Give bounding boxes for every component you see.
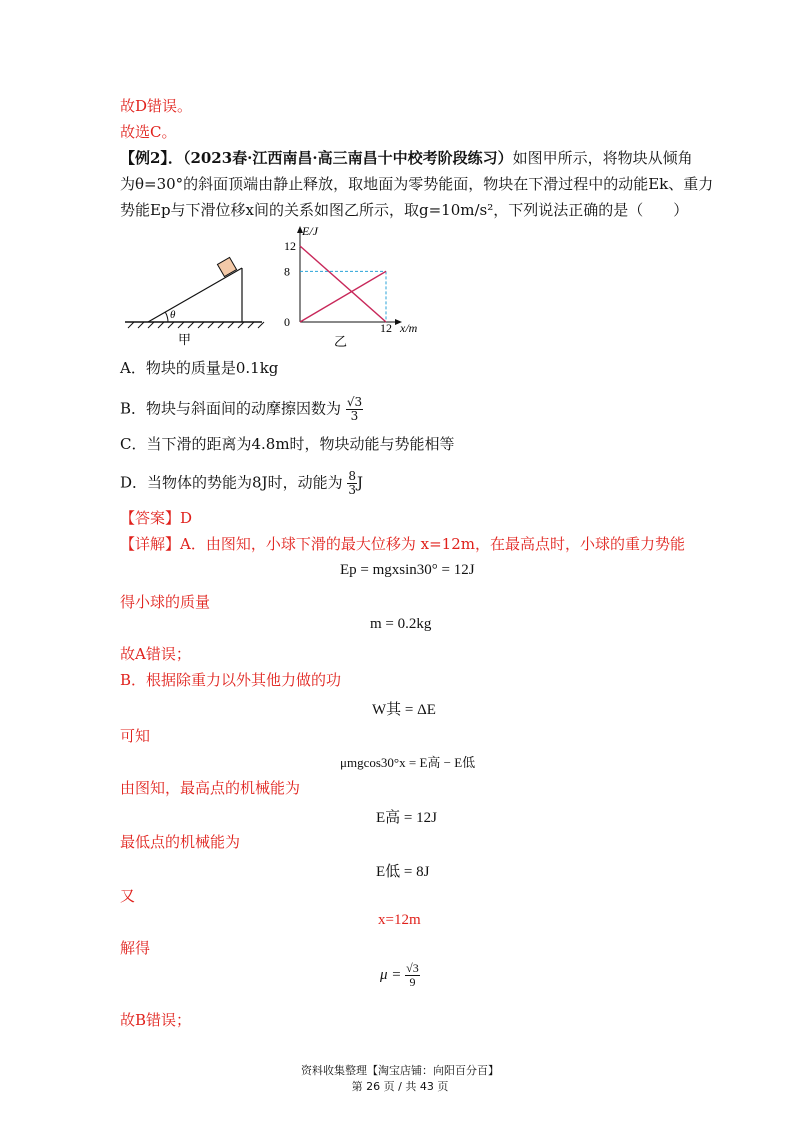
detail-b-wrong: 故B错误；	[120, 1011, 192, 1029]
detail-top-energy: 由图知，最高点的机械能为	[120, 779, 301, 797]
x-tick-12: 12	[380, 321, 392, 335]
incline-surface	[148, 268, 242, 322]
detail-keji: 可知	[120, 727, 151, 745]
fraction-den: 3	[348, 483, 357, 497]
detail-tag: 【详解】	[120, 535, 181, 553]
fraction-num: 8	[348, 469, 357, 483]
detail-bottom-energy: 最低点的机械能为	[120, 833, 241, 851]
question-text-1: 如图甲所示，将物块从倾角	[512, 149, 693, 167]
equation-mu	[380, 962, 420, 989]
detail-you: 又	[120, 887, 136, 905]
figure-energy-graph	[280, 222, 430, 350]
option-c: C．当下滑的距离为4.8m时，物块动能与势能相等	[120, 435, 455, 453]
mu-fraction	[405, 962, 420, 989]
equation-bottom-energy: E低 = 8J	[376, 864, 430, 880]
option-a: A．物块的质量是0.1kg	[120, 359, 279, 377]
block	[217, 257, 236, 276]
detail-line-1	[120, 534, 685, 554]
fraction-den: 3	[350, 409, 359, 423]
y-axis-label: E/J	[302, 224, 318, 238]
equation-friction: μmgcos30°x = E高 − E低	[340, 755, 476, 770]
fraction-num: √3	[346, 395, 363, 409]
equation-work: W其 = ΔE	[372, 702, 436, 718]
option-b-text: B．物块与斜面间的动摩擦因数为	[120, 399, 342, 418]
option-d	[120, 470, 363, 497]
option-b	[120, 396, 363, 423]
detail-jiede: 解得	[120, 939, 151, 957]
figure-yi-caption: 乙	[334, 334, 348, 349]
equation-potential: Ep = mgxsin30° = 12J	[340, 562, 475, 578]
question-tag: 【例2】．	[120, 149, 183, 167]
prev-answer-choice: 故选C。	[120, 123, 177, 141]
mu-lhs: μ =	[380, 966, 402, 983]
detail-mass-line: 得小球的质量	[120, 593, 211, 611]
fraction-den: 9	[409, 975, 416, 989]
detail-a-wrong: 故A错误；	[120, 645, 191, 663]
y-tick-8: 8	[284, 264, 290, 279]
prev-conclusion-d: 故D错误。	[120, 97, 193, 115]
option-d-text: D．当物体的势能为8J时，动能为	[120, 473, 343, 492]
footer-page-number: 第 26 页 / 共 43 页	[351, 1080, 449, 1093]
question-line-2: 为θ=30°的斜面顶端由静止释放，取地面为零势能面，物块在下滑过程中的动能Ek、重力	[120, 175, 714, 193]
angle-label: θ	[170, 309, 176, 321]
option-b-fraction	[346, 396, 363, 423]
detail-b-line: B．根据除重力以外其他力做的功	[120, 671, 342, 689]
equation-x: x=12m	[378, 912, 421, 928]
figure-incline	[120, 240, 270, 350]
equation-mass: m = 0.2kg	[370, 616, 432, 632]
option-d-fraction	[347, 470, 357, 497]
footer-source: 资料收集整理【淘宝店铺：向阳百分百】	[301, 1064, 499, 1077]
detail-text-a: A．由图知，小球下滑的最大位移为 x=12m，在最高点时，小球的重力势能	[180, 535, 685, 553]
question-line-1	[120, 148, 693, 168]
answer-label: 【答案】D	[120, 509, 193, 527]
option-d-unit: J	[357, 473, 364, 492]
x-axis-label: x/m	[400, 321, 418, 335]
y-tick-0: 0	[284, 315, 290, 329]
y-tick-12: 12	[284, 239, 296, 253]
equation-top-energy: E高 = 12J	[376, 810, 437, 826]
series-ep	[300, 246, 386, 322]
question-source: （2023春·江西南昌·高三南昌十中校考阶段练习）	[182, 149, 513, 167]
figure-jia-caption: 甲	[178, 332, 192, 347]
fraction-num: √3	[406, 961, 419, 975]
question-line-3: 势能Ep与下滑位移x间的关系如图乙所示，取g=10m/s²，下列说法正确的是（ ）	[120, 201, 689, 219]
series-ek	[300, 271, 386, 322]
angle-arc	[166, 313, 169, 323]
